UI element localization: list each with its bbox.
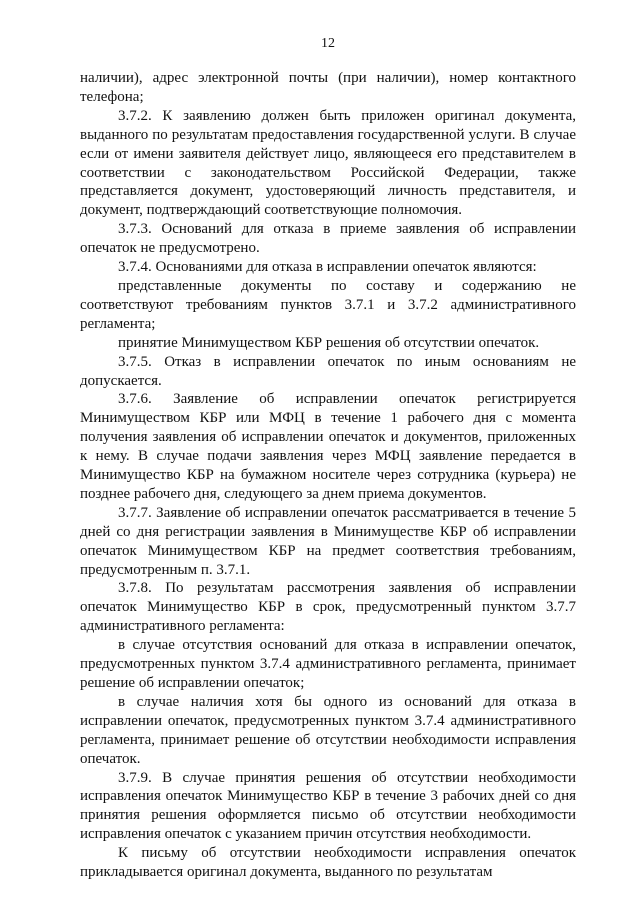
paragraph-3-7-4: 3.7.4. Основаниями для отказа в исправлении опечаток являются: xyxy=(118,259,537,276)
paragraph-3-7-3: 3.7.3. Оснований для отказа в приеме заявления об исправлении опечаток не предусмотрено. xyxy=(80,221,576,257)
paragraph-decision-no-correction: в случае наличия хотя бы одного из оснований для отказа в исправлении опечаток, предусмотренных пунктом 3.7.4 административного регламента, принимает решение об отсутствии необходимости исправления опечаток. xyxy=(80,693,576,767)
paragraph-refusal-ground-2: принятие Минимуществом КБР решения об отсутствии опечаток. xyxy=(118,334,540,351)
paragraph-3-7-8: 3.7.8. По результатам рассмотрения заявления об исправлении опечаток Минимущество КБР в срок, предусмотренный пунктом 3.7.7 административного регламента: xyxy=(80,580,576,635)
page-number: 12 xyxy=(321,36,335,51)
paragraph-3-7-2: 3.7.2. К заявлению должен быть приложен оригинал документа, выданного по результатам предоставления государственной услуги. В случае если от имени заявителя действует лицо, являющееся его представителем в соответствии с законодательством Российской Федерации, также представляется документ, удостоверяющий личность представителя, и документ, подтверждающий соответствующие полномочия. xyxy=(80,107,576,219)
paragraph-3-7-9: 3.7.9. В случае принятия решения об отсутствии необходимости исправления опечаток Минимущество КБР в течение 3 рабочих дней со дня принятия решения оформляется письмо об отсутствии необходимости исправления опечаток с указанием причин отсутствия необходимости. xyxy=(80,769,576,843)
paragraph-3-7-7: 3.7.7. Заявление об исправлении опечаток рассматривается в течение 5 дней со дня регистрации заявления в Минимуществе КБР об исправлении опечаток Минимуществом КБР на предмет соответствия требованиям, предусмотренным п. 3.7.1. xyxy=(80,504,576,578)
paragraph-letter-attachment: К письму об отсутствии необходимости исправления опечаток прикладывается оригинал документа, выданного по результатам xyxy=(80,845,576,881)
paragraph-refusal-ground-1: представленные документы по составу и содержанию не соответствуют требованиям пунктов 3.7.1 и 3.7.2 административного регламента; xyxy=(80,277,576,332)
paragraph-decision-correction: в случае отсутствия оснований для отказа в исправлении опечаток, предусмотренных пунктом 3.7.4 административного регламента, принимает решение об исправлении опечаток; xyxy=(80,637,576,691)
paragraph-contact-info-continuation: наличии), адрес электронной почты (при наличии), номер контактного телефона; xyxy=(80,70,576,105)
paragraph-3-7-6: 3.7.6. Заявление об исправлении опечаток регистрируется Минимуществом КБР или МФЦ в течение 1 рабочего дня с момента получения заявления об исправлении опечаток и документов, приложенных к нему. В случае подачи заявления через МФЦ заявление передается в Минимущество КБР на бумажном носителе через сотрудника (курьера) не позднее рабочего дня, следующего за днем приема документов. xyxy=(80,391,576,502)
paragraph-3-7-5: 3.7.5. Отказ в исправлении опечаток по иным основаниям не допускается. xyxy=(80,353,576,389)
document-body xyxy=(80,69,576,882)
